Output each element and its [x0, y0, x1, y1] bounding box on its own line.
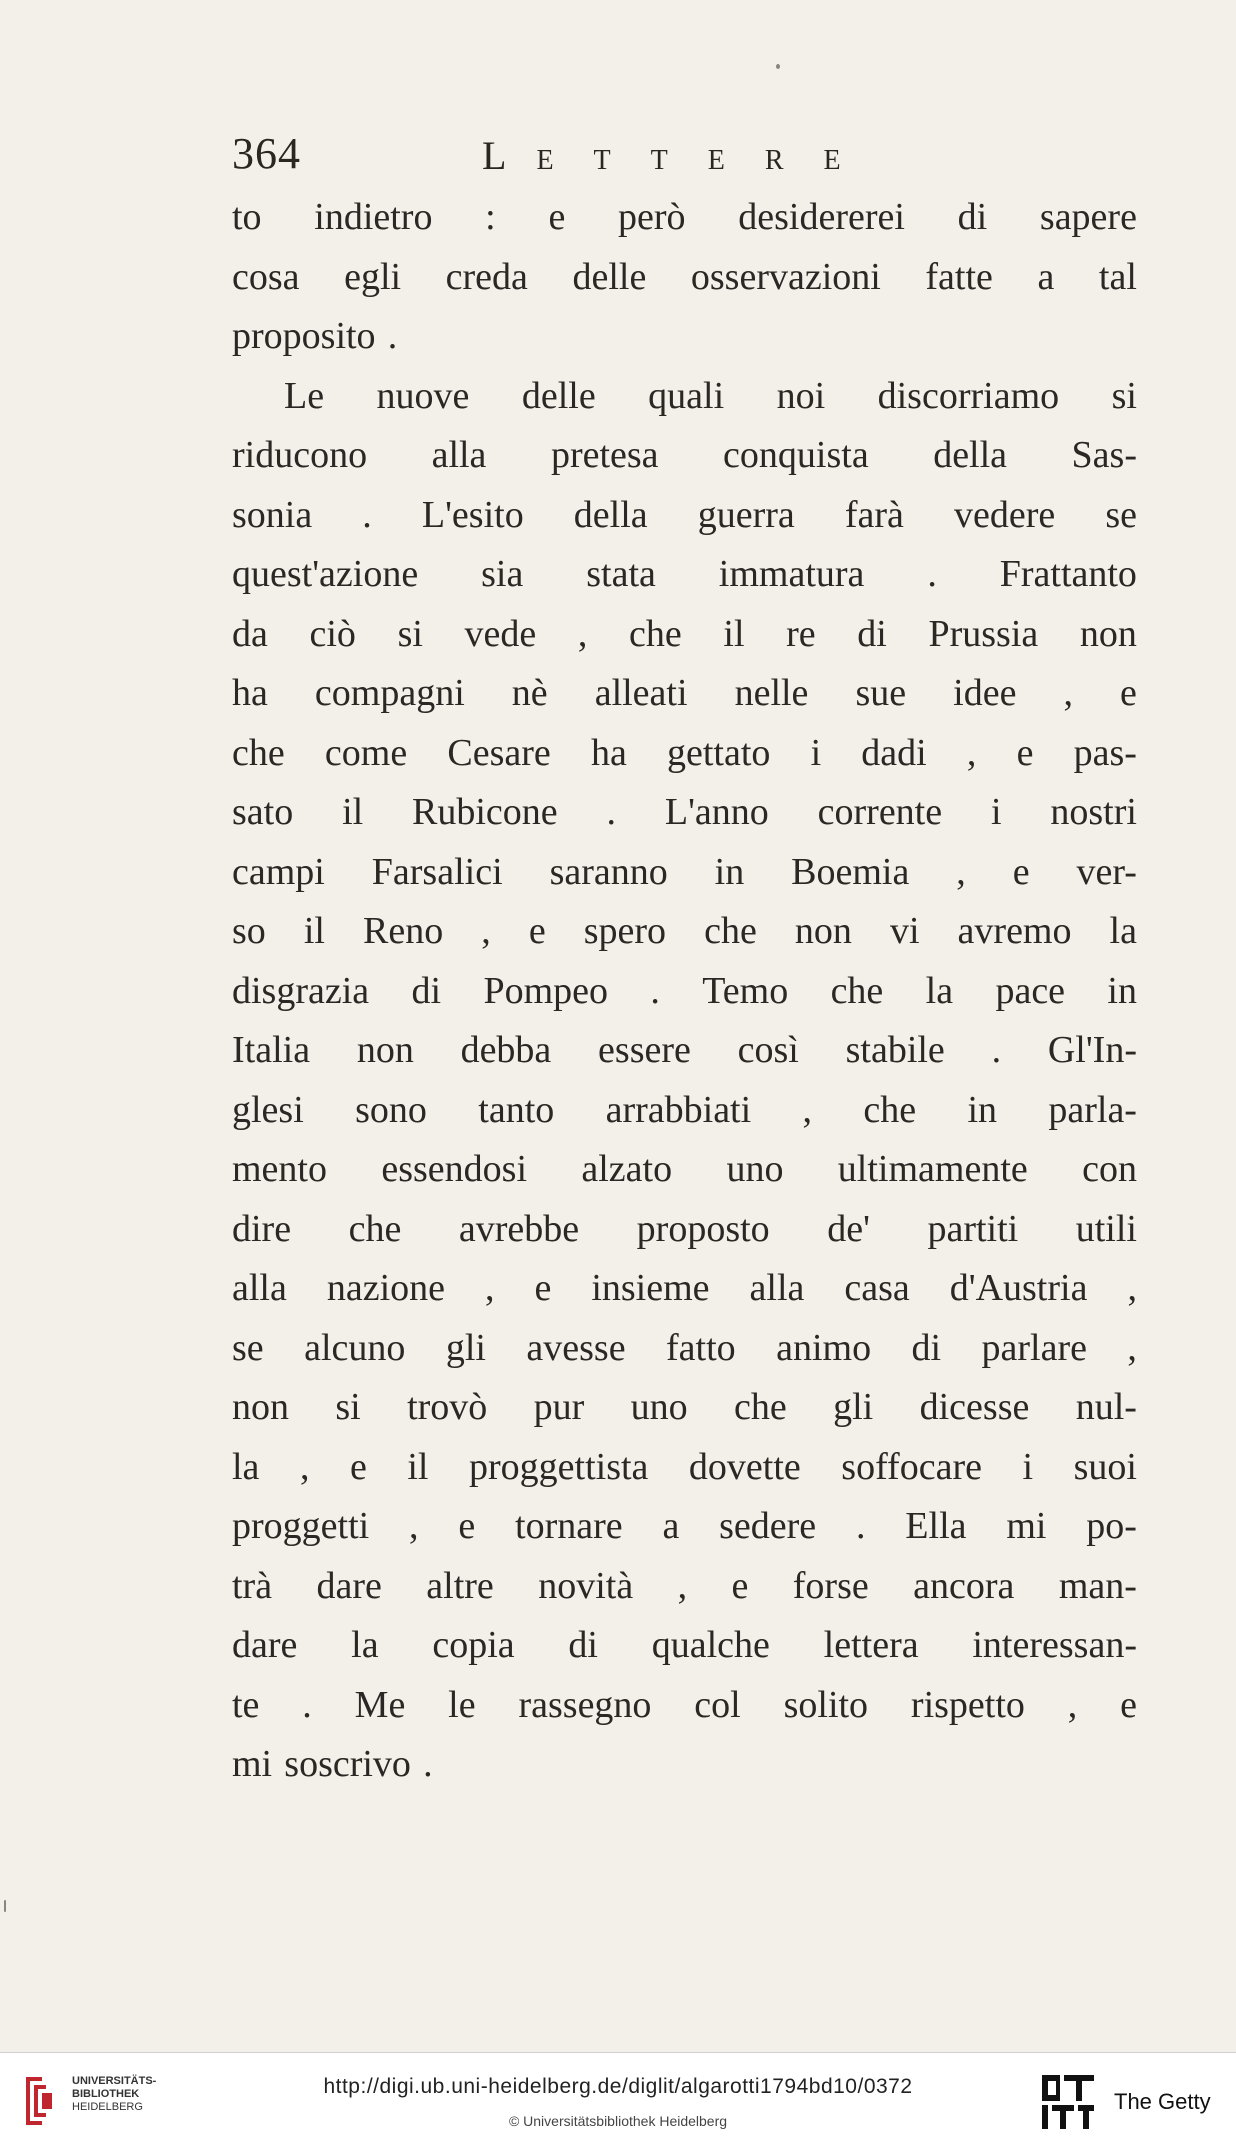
word: Reno: [363, 910, 444, 952]
word: pretesa: [550, 434, 659, 476]
word: fatte: [925, 255, 993, 298]
running-head: [482, 132, 881, 179]
text-line: [232, 188, 1137, 248]
word: si: [397, 612, 423, 655]
word: di: [857, 612, 887, 655]
text-line: [232, 1676, 1137, 1736]
word: interessan-: [972, 1624, 1137, 1666]
text-line: [232, 1200, 1137, 1260]
word: nuove: [376, 374, 470, 417]
word: dire: [232, 1207, 292, 1250]
word: ,: [956, 850, 966, 893]
text-line: [232, 1497, 1137, 1557]
word: il: [303, 910, 325, 952]
text-line: [232, 1319, 1137, 1379]
word: utili: [1075, 1207, 1137, 1250]
word: .: [927, 553, 937, 595]
word: pas-: [1073, 731, 1137, 774]
word: ha: [232, 672, 268, 714]
word: delle: [572, 255, 647, 298]
word: e: [1016, 731, 1034, 774]
text-line: [232, 1616, 1137, 1676]
word: suoi: [1073, 1445, 1137, 1488]
word: altre: [426, 1564, 494, 1607]
text-line: [232, 724, 1137, 784]
word: Temo: [702, 969, 789, 1012]
word: e: [458, 1505, 476, 1547]
word: de': [827, 1207, 870, 1250]
word: se: [232, 1326, 264, 1369]
word: trovò: [407, 1386, 488, 1428]
word: mento: [232, 1148, 327, 1190]
word: po-: [1086, 1505, 1137, 1547]
word: man-: [1058, 1564, 1137, 1607]
word: alleati: [594, 672, 688, 714]
word: da: [232, 612, 268, 655]
word: animo: [776, 1326, 872, 1369]
word: uno: [726, 1148, 784, 1190]
word: la: [232, 1445, 260, 1488]
word: gli: [445, 1326, 486, 1369]
word: delle: [521, 374, 596, 417]
page-number: 364: [232, 129, 301, 178]
word: tal: [1098, 255, 1137, 298]
word: sonia: [232, 493, 313, 536]
word: quali: [648, 374, 725, 417]
word: uno: [630, 1386, 688, 1428]
word: tornare: [515, 1505, 623, 1547]
word: della: [933, 434, 1008, 476]
word: alla: [232, 1267, 287, 1309]
word: insieme: [591, 1267, 710, 1309]
word: ciò: [309, 612, 356, 655]
word: :: [485, 196, 496, 238]
word: ver-: [1076, 850, 1137, 893]
library-name-line-3: HEIDELBERG: [72, 2101, 143, 2113]
word: ,: [802, 1088, 813, 1131]
word: nè: [511, 672, 548, 714]
word: cosa: [232, 255, 300, 298]
word: discorriamo: [877, 374, 1060, 417]
word: qualche: [651, 1624, 770, 1666]
word: arrabbiati: [605, 1088, 752, 1131]
word: e: [731, 1564, 749, 1607]
word: novità: [538, 1564, 634, 1607]
word: a: [1037, 255, 1055, 298]
text-line: [232, 1438, 1137, 1498]
word: osservazioni: [690, 255, 881, 298]
text-line: [232, 426, 1137, 486]
word: compagni: [314, 672, 465, 714]
word: ,: [966, 731, 977, 774]
word: rassegno: [518, 1683, 652, 1726]
text-line: [232, 605, 1137, 665]
word: stata: [586, 553, 656, 595]
word: della: [573, 493, 648, 536]
word: la: [925, 969, 954, 1012]
text-line: [232, 1021, 1137, 1081]
text-line: [232, 367, 1137, 427]
word: casa: [844, 1267, 910, 1309]
word: guerra: [697, 493, 795, 536]
word: i: [990, 791, 1002, 833]
word: ,: [1127, 1326, 1137, 1369]
word: sue: [855, 672, 907, 714]
word: .: [302, 1683, 312, 1726]
ink-speck: [4, 1900, 6, 1912]
word: .: [423, 1743, 433, 1785]
word: avrebbe: [458, 1207, 580, 1250]
word: debba: [460, 1029, 552, 1071]
word: trà: [232, 1564, 273, 1607]
word: tanto: [478, 1088, 555, 1131]
word: Frattanto: [999, 553, 1137, 595]
word: e: [528, 910, 546, 952]
word: ,: [409, 1505, 419, 1547]
word: ancora: [913, 1564, 1015, 1607]
word: nul-: [1075, 1386, 1137, 1428]
word: sato: [232, 791, 294, 833]
word: e: [349, 1445, 367, 1488]
getty-name: The Getty: [1114, 2089, 1211, 2114]
word: ,: [481, 910, 491, 952]
word: .: [991, 1029, 1002, 1071]
word: avesse: [526, 1326, 626, 1369]
word: la: [1109, 910, 1137, 952]
word: riducono: [232, 434, 368, 476]
word: la: [351, 1624, 379, 1666]
word: Sas-: [1071, 434, 1137, 476]
text-line: [232, 902, 1137, 962]
word: che: [863, 1088, 917, 1131]
text-line: [232, 843, 1137, 903]
word: ,: [299, 1445, 310, 1488]
word: proposto: [636, 1207, 770, 1250]
word: non: [1079, 612, 1137, 655]
word: .: [362, 493, 372, 536]
word: pur: [533, 1386, 585, 1428]
word: le: [448, 1683, 476, 1726]
word: sapere: [1039, 196, 1137, 238]
word: con: [1082, 1148, 1137, 1190]
text-line: [232, 962, 1137, 1022]
text-line: [232, 1140, 1137, 1200]
word: essere: [598, 1029, 691, 1071]
text-line: [232, 1735, 1137, 1795]
word: ,: [1127, 1267, 1137, 1309]
word: L'anno: [664, 791, 769, 833]
word: sia: [481, 553, 524, 595]
word: dicesse: [919, 1386, 1030, 1428]
word: corrente: [817, 791, 943, 833]
word: che: [629, 612, 682, 655]
ink-speck: [776, 64, 780, 69]
word: essendosi: [381, 1148, 527, 1190]
text-line: [232, 307, 1137, 367]
word: si: [1111, 374, 1137, 417]
word: Me: [354, 1683, 406, 1726]
word: in: [714, 850, 745, 893]
word: sono: [355, 1088, 427, 1131]
word: in: [1107, 969, 1137, 1012]
copyright-notice: © Universitätsbibliothek Heidelberg: [508, 2113, 728, 2129]
word: proggetti: [232, 1505, 370, 1547]
word: non: [794, 910, 852, 952]
word: rispetto: [910, 1683, 1025, 1726]
word: mi: [1006, 1505, 1047, 1547]
word: però: [618, 196, 686, 238]
word: a: [662, 1505, 680, 1547]
word: il: [723, 612, 745, 655]
word: nelle: [734, 672, 809, 714]
word: vede: [464, 612, 537, 655]
word: ,: [1067, 1683, 1078, 1726]
word: dare: [232, 1624, 298, 1666]
word: soffocare: [841, 1445, 982, 1488]
running-head-rest: ETTERE: [536, 145, 881, 176]
word: col: [694, 1683, 741, 1726]
word: e: [548, 196, 566, 238]
word: così: [737, 1029, 799, 1071]
word: soscrivo: [284, 1743, 411, 1785]
word: Ella: [905, 1505, 967, 1547]
text-line: [232, 664, 1137, 724]
word: Cesare: [447, 731, 551, 774]
word: L'esito: [421, 493, 524, 536]
footer-bar: [0, 2052, 1236, 2143]
word: solito: [783, 1683, 869, 1726]
word: vi: [889, 910, 920, 952]
word: campi: [232, 850, 325, 893]
word: lettera: [823, 1624, 919, 1666]
word: ultimamente: [837, 1148, 1028, 1190]
word: copia: [432, 1624, 515, 1666]
word: ,: [484, 1267, 495, 1309]
word: ,: [1063, 672, 1073, 714]
word: il: [342, 791, 364, 833]
word: re: [786, 612, 816, 655]
word: di: [411, 969, 442, 1012]
word: .: [650, 969, 660, 1012]
word: il: [407, 1445, 429, 1488]
word: proposito: [232, 315, 376, 357]
word: proggettista: [469, 1445, 649, 1488]
word: e: [1120, 1683, 1137, 1726]
word: alla: [749, 1267, 805, 1309]
text-line: [232, 783, 1137, 843]
word: disgrazia: [232, 969, 370, 1012]
word: .: [855, 1505, 866, 1547]
word: i: [810, 731, 822, 774]
word: che: [704, 910, 757, 952]
word: .: [387, 315, 398, 357]
word: ha: [590, 731, 627, 774]
word: Le: [284, 374, 325, 417]
word: di: [957, 196, 988, 238]
library-name-line-1: UNIVERSITÄTS-: [72, 2075, 157, 2087]
word: avremo: [957, 910, 1072, 952]
word: parlare: [981, 1326, 1087, 1369]
word: nostri: [1050, 791, 1137, 833]
word: se: [1105, 493, 1137, 536]
text-line: [232, 1081, 1137, 1141]
word: dare: [316, 1564, 382, 1607]
word: non: [356, 1029, 414, 1071]
word: glesi: [232, 1088, 304, 1131]
word: saranno: [549, 850, 668, 893]
word: idee: [953, 672, 1017, 714]
word: ,: [577, 612, 588, 655]
word: di: [911, 1326, 942, 1369]
page-header: [232, 128, 1132, 188]
word: partiti: [927, 1207, 1019, 1250]
text-line: [232, 486, 1137, 546]
word: i: [1022, 1445, 1034, 1488]
word: che: [348, 1207, 402, 1250]
word: creda: [445, 255, 528, 298]
text-line: [232, 1259, 1137, 1319]
word: parla-: [1048, 1088, 1137, 1131]
word: immatura: [718, 553, 865, 595]
word: dadi: [861, 731, 927, 774]
word: gettato: [666, 731, 771, 774]
library-name-line-2: BIBLIOTHEK: [72, 2088, 140, 2100]
word: egli: [344, 255, 402, 298]
word: te: [232, 1683, 260, 1726]
word: Gl'In-: [1047, 1029, 1137, 1071]
word: mi: [232, 1743, 273, 1785]
word: to: [232, 196, 262, 238]
word: e: [1012, 850, 1030, 893]
word: quest'azione: [232, 553, 419, 595]
word: Farsalici: [371, 850, 503, 893]
word: .: [606, 791, 617, 833]
word: ,: [677, 1564, 688, 1607]
word: alcuno: [304, 1326, 406, 1369]
word: vedere: [953, 493, 1056, 536]
word: nazione: [326, 1267, 445, 1309]
text-line: [232, 248, 1137, 308]
word: desidererei: [738, 196, 905, 238]
word: stabile: [845, 1029, 945, 1071]
body-text: [232, 188, 1137, 1795]
word: come: [324, 731, 408, 774]
word: e: [1120, 672, 1137, 714]
word: non: [232, 1386, 289, 1428]
word: so: [232, 910, 266, 952]
word: Italia: [232, 1029, 311, 1071]
word: alzato: [581, 1148, 673, 1190]
word: alla: [431, 434, 487, 476]
word: di: [568, 1624, 598, 1666]
word: Boemia: [791, 850, 910, 893]
word: che: [830, 969, 884, 1012]
permalink-url[interactable]: http://digi.ub.uni-heidelberg.de/diglit/algarotti1794bd10/0372: [323, 2075, 913, 2098]
word: che: [734, 1386, 787, 1428]
word: e: [534, 1267, 552, 1309]
getty-logo-icon: [1040, 2073, 1096, 2131]
word: fatto: [666, 1326, 736, 1369]
word: conquista: [723, 434, 869, 476]
text-line: [232, 545, 1137, 605]
word: sedere: [719, 1505, 817, 1547]
word: forse: [792, 1564, 869, 1607]
text-line: [232, 1378, 1137, 1438]
word: Pompeo: [483, 969, 608, 1012]
word: indietro: [314, 196, 433, 238]
word: si: [335, 1386, 361, 1428]
word: spero: [583, 910, 667, 952]
word: farà: [844, 493, 904, 536]
text-line: [232, 1557, 1137, 1617]
word: d'Austria: [949, 1267, 1088, 1309]
word: Rubicone: [412, 791, 558, 833]
word: dovette: [688, 1445, 801, 1488]
word: noi: [776, 374, 826, 417]
word: Prussia: [928, 612, 1039, 655]
word: gli: [833, 1386, 874, 1428]
word: pace: [995, 969, 1066, 1012]
word: che: [232, 731, 285, 774]
running-head-initial: L: [482, 133, 537, 178]
word: in: [967, 1088, 998, 1131]
